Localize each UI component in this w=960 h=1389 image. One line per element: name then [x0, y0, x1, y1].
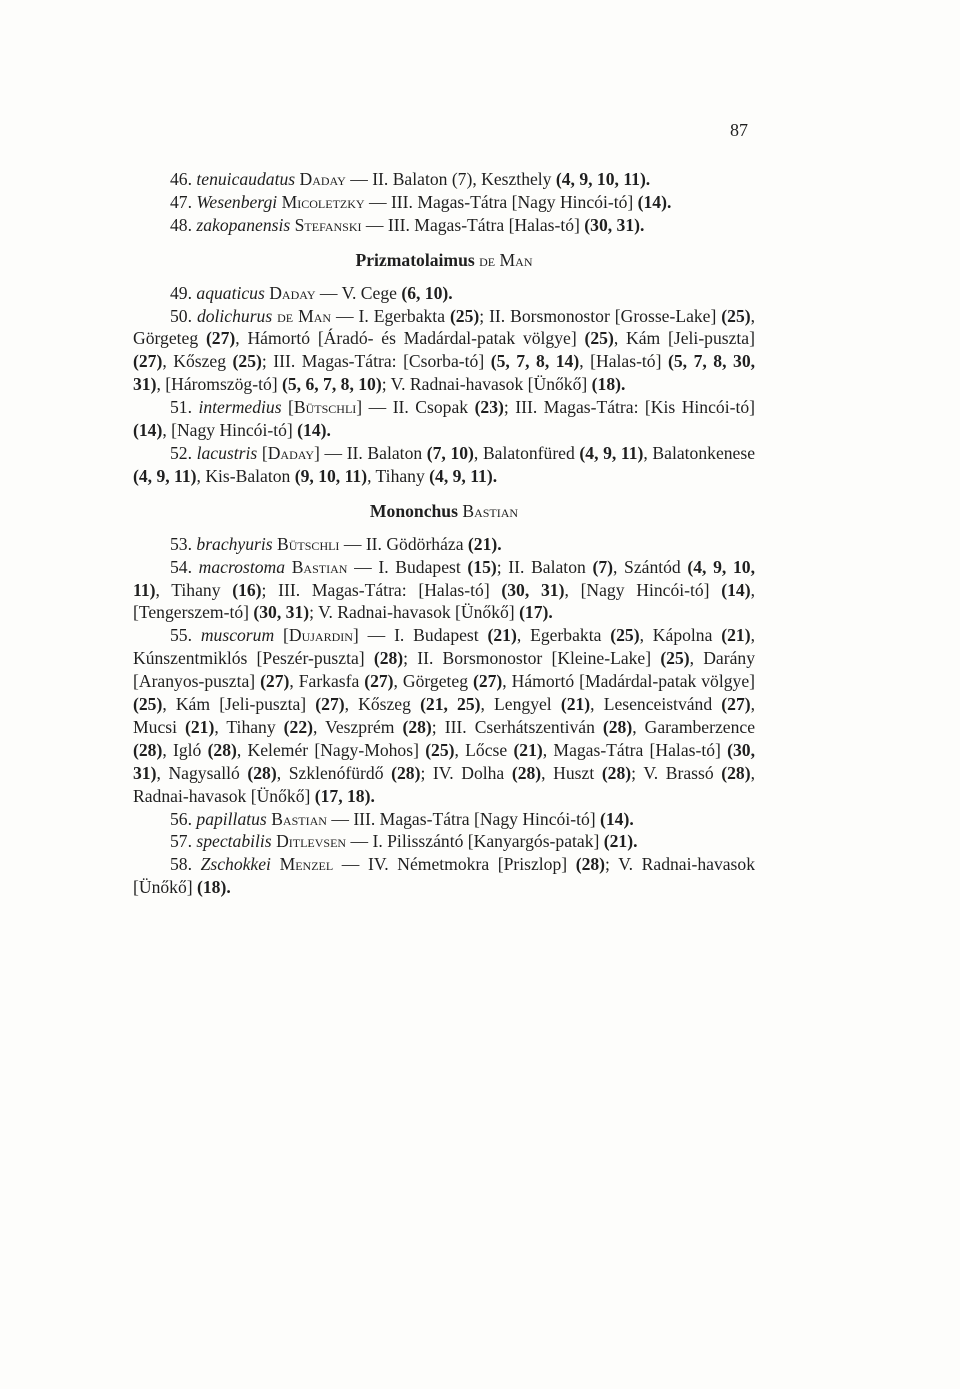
entry-text: , Veszprém	[312, 716, 403, 737]
entry-text: , [Halas-tó]	[579, 351, 668, 372]
entry-text: , Lengyel	[480, 694, 561, 715]
reference-numbers: (25)	[133, 694, 163, 715]
entry-text: ; V. Brassó	[631, 762, 722, 783]
entry-text: [	[274, 625, 289, 646]
species-name: dolichurus	[196, 305, 273, 326]
reference-numbers: (28)	[373, 648, 404, 669]
entry-text: 53.	[170, 533, 197, 554]
entry-text: 57.	[170, 831, 197, 852]
author-name: Bastian	[271, 808, 327, 829]
species-entry	[133, 191, 755, 214]
reference-numbers: (6, 10).	[401, 282, 453, 303]
entry-text: , Kám [Jeli-puszta]	[613, 328, 755, 349]
entry-text: 49.	[170, 282, 197, 303]
reference-numbers: (14).	[637, 191, 672, 212]
reference-numbers: (28)	[247, 762, 277, 783]
reference-numbers: (30, 31)	[133, 739, 755, 783]
entry-text: , Hámortó [Madárdal-patak völgye]	[502, 671, 755, 692]
reference-numbers: (7)	[592, 556, 613, 577]
page-number: 87	[730, 120, 748, 140]
reference-numbers: (27)	[315, 694, 345, 715]
entry-text: , Lesenceistvánd	[590, 694, 722, 715]
species-name: muscorum	[200, 625, 275, 646]
species-entry	[133, 305, 755, 397]
reference-numbers: (25)	[449, 305, 480, 326]
author-name: Micoletzky	[281, 191, 365, 212]
entry-text: , Görgeteg	[133, 305, 756, 349]
reference-numbers: (4, 9, 10, 11)	[133, 556, 755, 600]
species-name: Zschokkei	[200, 854, 271, 875]
entry-text: , Igló	[162, 739, 208, 760]
reference-numbers: (5, 7, 8, 14)	[490, 351, 580, 372]
author-name: Dujardin	[288, 625, 353, 646]
reference-numbers: (14)	[721, 579, 751, 600]
reference-numbers: (4, 9, 11).	[429, 465, 498, 486]
species-name: spectabilis	[196, 831, 272, 852]
species-entry	[133, 624, 755, 807]
entry-text: — II. Balaton (7), Keszthely	[345, 169, 556, 189]
entry-text: 50.	[170, 305, 197, 326]
reference-numbers: (5, 6, 7, 8, 10)	[282, 374, 382, 395]
entry-text: , Egerbakta	[516, 625, 611, 646]
reference-numbers: (30, 31).	[584, 214, 645, 235]
entry-text: 51.	[170, 397, 199, 418]
entry-text: — III. Magas-Tátra [Halas-tó]	[361, 214, 585, 235]
species-name: papillatus	[196, 808, 267, 829]
entry-text: — I. Budapest	[347, 556, 468, 577]
reference-numbers: (4, 9, 10, 11).	[555, 169, 651, 189]
reference-numbers: (21)	[487, 625, 517, 646]
entry-text: , Farkasfa	[289, 671, 365, 692]
author-name: Bütschli	[293, 397, 357, 418]
entry-text: , Kelemér [Nagy-Mohos]	[236, 739, 426, 760]
reference-numbers: (17).	[519, 602, 553, 623]
reference-numbers: (28)	[601, 762, 632, 783]
entry-text: , [Nagy Hincói-tó]	[564, 579, 722, 600]
entry-text: , Kám [Jeli-puszta]	[162, 694, 316, 715]
entry-text: ; IV. Dolha	[420, 762, 512, 783]
entry-text: ; V. Radnai-havasok [Ünőkő]	[309, 602, 520, 623]
reference-numbers: (30, 31)	[253, 602, 310, 623]
species-name: intermedius	[198, 397, 282, 418]
genus-name: Prizmatolaimus	[355, 249, 475, 270]
genus-name: Mononchus	[369, 500, 458, 521]
entry-text: ; II. Borsmonostor [Kleine-Lake]	[403, 648, 661, 669]
entry-text: ; V. Radnai-havasok [Ünőkő]	[133, 854, 755, 898]
entry-text: ; III. Magas-Tátra: [Csorba-tó]	[261, 351, 491, 372]
species-name: macrostoma	[198, 556, 286, 577]
entry-text: ; III. Magas-Tátra: [Kis Hincói-tó]	[503, 397, 755, 418]
reference-numbers: (28)	[575, 854, 606, 875]
reference-numbers: (25)	[660, 648, 690, 669]
genus-author: Bastian	[462, 500, 519, 521]
species-entry	[133, 533, 755, 556]
reference-numbers: (28)	[133, 739, 163, 760]
entry-text: ; III. Magas-Tátra: [Halas-tó]	[261, 579, 502, 600]
entry-text: , Magas-Tátra [Halas-tó]	[542, 739, 728, 760]
species-name: brachyuris	[196, 533, 273, 554]
entry-text: , Szklenófürdő	[276, 762, 392, 783]
entry-text: , [Háromszög-tó]	[156, 374, 283, 395]
entry-text: [	[257, 442, 268, 463]
reference-numbers: (21).	[603, 831, 638, 852]
reference-numbers: (28)	[207, 739, 237, 760]
entry-text: , Huszt	[541, 762, 602, 783]
species-entry	[133, 853, 755, 899]
entry-text: 54.	[170, 556, 199, 577]
genus-heading	[133, 249, 755, 272]
reference-numbers: (27)	[472, 671, 503, 692]
genus-heading	[133, 500, 755, 523]
entry-text: ; V. Radnai-havasok [Ünőkő]	[381, 374, 592, 395]
reference-numbers: (25)	[425, 739, 455, 760]
entry-text: ; II. Balaton	[496, 556, 593, 577]
author-name: de Man	[277, 305, 332, 326]
species-name: tenuicaudatus	[196, 169, 296, 189]
species-entry	[133, 442, 755, 488]
entry-text: , Darány [Aranyos-puszta]	[133, 648, 755, 692]
entry-text: 55.	[170, 625, 201, 646]
species-entry	[133, 214, 755, 237]
author-name: Bastian	[291, 556, 348, 577]
reference-numbers: (17, 18).	[314, 785, 375, 806]
author-name: Daday	[299, 169, 346, 189]
reference-numbers: (27)	[133, 351, 163, 372]
reference-numbers: (4, 9, 11)	[579, 442, 644, 463]
reference-numbers: (14).	[600, 808, 634, 829]
reference-numbers: (28)	[602, 716, 633, 737]
entry-text: , Kis-Balaton	[196, 465, 295, 486]
entry-text: 58.	[170, 854, 201, 875]
entry-text: , [Tengerszem-tó]	[133, 579, 755, 623]
reference-numbers: (21)	[560, 694, 591, 715]
entry-text: ; III. Cserhátszentiván	[431, 716, 603, 737]
entry-text: , Tihany	[214, 716, 284, 737]
entry-text: , Kúnszentmiklós [Peszér-puszta]	[133, 625, 755, 669]
entry-text	[271, 854, 280, 874]
reference-numbers: (15)	[467, 556, 497, 577]
entry-text: , Hámortó [Áradó- és Madárdal-patak völgye]	[235, 328, 585, 349]
author-name: Daday	[267, 442, 314, 463]
entry-text: , Lőcse	[454, 739, 514, 760]
reference-numbers: (9, 10, 11)	[294, 465, 368, 486]
reference-numbers: (30, 31)	[501, 579, 565, 600]
reference-numbers: (21)	[185, 716, 215, 737]
reference-numbers: (21)	[721, 625, 751, 646]
entry-text: , [Nagy Hincói-tó]	[162, 420, 298, 441]
species-entry	[133, 282, 755, 305]
entry-text: — I. Egerbakta	[331, 305, 450, 326]
reference-numbers: (16)	[232, 579, 262, 600]
entry-text: 48.	[170, 214, 197, 235]
author-name: Ditlevsen	[276, 831, 347, 852]
genus-author: de Man	[479, 249, 533, 270]
reference-numbers: (25)	[721, 305, 751, 326]
species-name: Wesenbergi	[196, 191, 278, 212]
entry-text: [	[281, 397, 294, 418]
entry-text: , Radnai-havasok [Ünőkő]	[133, 762, 755, 806]
entry-text: 56.	[170, 808, 197, 829]
entry-text: ; II. Borsmonostor [Grosse-Lake]	[479, 305, 722, 326]
species-entry	[133, 168, 755, 191]
reference-numbers: (25)	[610, 625, 640, 646]
reference-numbers: (21)	[513, 739, 543, 760]
entry-text: , Tihany	[367, 465, 430, 486]
species-entry	[133, 830, 755, 853]
reference-numbers: (18).	[591, 374, 626, 395]
reference-numbers: (28)	[511, 762, 542, 783]
entry-text: , Garamberzence	[632, 716, 756, 737]
entry-text: , Balatonfüred	[473, 442, 580, 463]
entry-text: , Mucsi	[133, 694, 756, 737]
reference-numbers: (14)	[133, 420, 163, 441]
reference-numbers: (22)	[283, 716, 313, 737]
author-name: Daday	[269, 282, 316, 303]
entry-text: — III. Magas-Tátra [Nagy Hincói-tó]	[326, 808, 601, 829]
reference-numbers: (21).	[467, 533, 502, 554]
reference-numbers: (18).	[197, 877, 231, 898]
entry-text: — IV. Németmokra [Priszlop]	[333, 854, 576, 875]
reference-numbers: (28)	[402, 716, 432, 737]
reference-numbers: (5, 7, 8, 30, 31)	[133, 351, 756, 395]
reference-numbers: (27)	[260, 671, 290, 692]
reference-numbers: (27)	[205, 328, 236, 349]
entry-text: , Tihany	[155, 579, 233, 600]
reference-numbers: (25)	[584, 328, 614, 349]
entry-text: ] — II. Csopak	[356, 397, 475, 418]
reference-numbers: (21, 25)	[420, 694, 481, 715]
entry-text: , Kőszeg	[344, 694, 421, 715]
reference-numbers: (7, 10)	[426, 442, 474, 463]
species-name: aquaticus	[196, 282, 265, 303]
entry-text: , Szántód	[612, 556, 688, 577]
text-body	[133, 168, 755, 899]
entry-text: 52.	[170, 442, 197, 463]
entry-text: , Balatonkenese	[643, 442, 756, 463]
entry-text: , Kőszeg	[162, 351, 233, 372]
entry-text: — III. Magas-Tátra [Nagy Hincói-tó]	[364, 191, 638, 212]
entry-text: , Kápolna	[639, 625, 722, 646]
species-name: zakopanensis	[196, 214, 291, 235]
reference-numbers: (4, 9, 11)	[133, 465, 197, 486]
author-name: Bütschli	[277, 533, 340, 554]
author-name: Stefanski	[294, 214, 362, 235]
reference-numbers: (28)	[721, 762, 751, 783]
species-name: lacustris	[196, 442, 258, 463]
reference-numbers: (23)	[474, 397, 504, 418]
reference-numbers: (27)	[364, 671, 394, 692]
entry-text: , Nagysalló	[156, 762, 248, 783]
reference-numbers: (28)	[391, 762, 421, 783]
species-entry	[133, 808, 755, 831]
entry-text: — I. Pilisszántó [Kanyargós-patak]	[346, 831, 604, 852]
entry-text	[285, 557, 292, 577]
entry-text: ] — II. Balaton	[314, 442, 427, 463]
reference-numbers: (14).	[297, 420, 331, 441]
author-name: Menzel	[279, 854, 334, 875]
entry-text: , Görgeteg	[393, 671, 473, 692]
entry-text: — II. Gödörháza	[339, 533, 468, 554]
species-entry	[133, 396, 755, 442]
entry-text: ] — I. Budapest	[352, 625, 488, 646]
entry-text: 46.	[170, 169, 197, 189]
reference-numbers: (25)	[232, 351, 262, 372]
entry-text: 47.	[170, 191, 197, 212]
reference-numbers: (27)	[721, 694, 751, 715]
entry-text: — V. Cege	[315, 282, 402, 303]
species-entry	[133, 556, 755, 625]
